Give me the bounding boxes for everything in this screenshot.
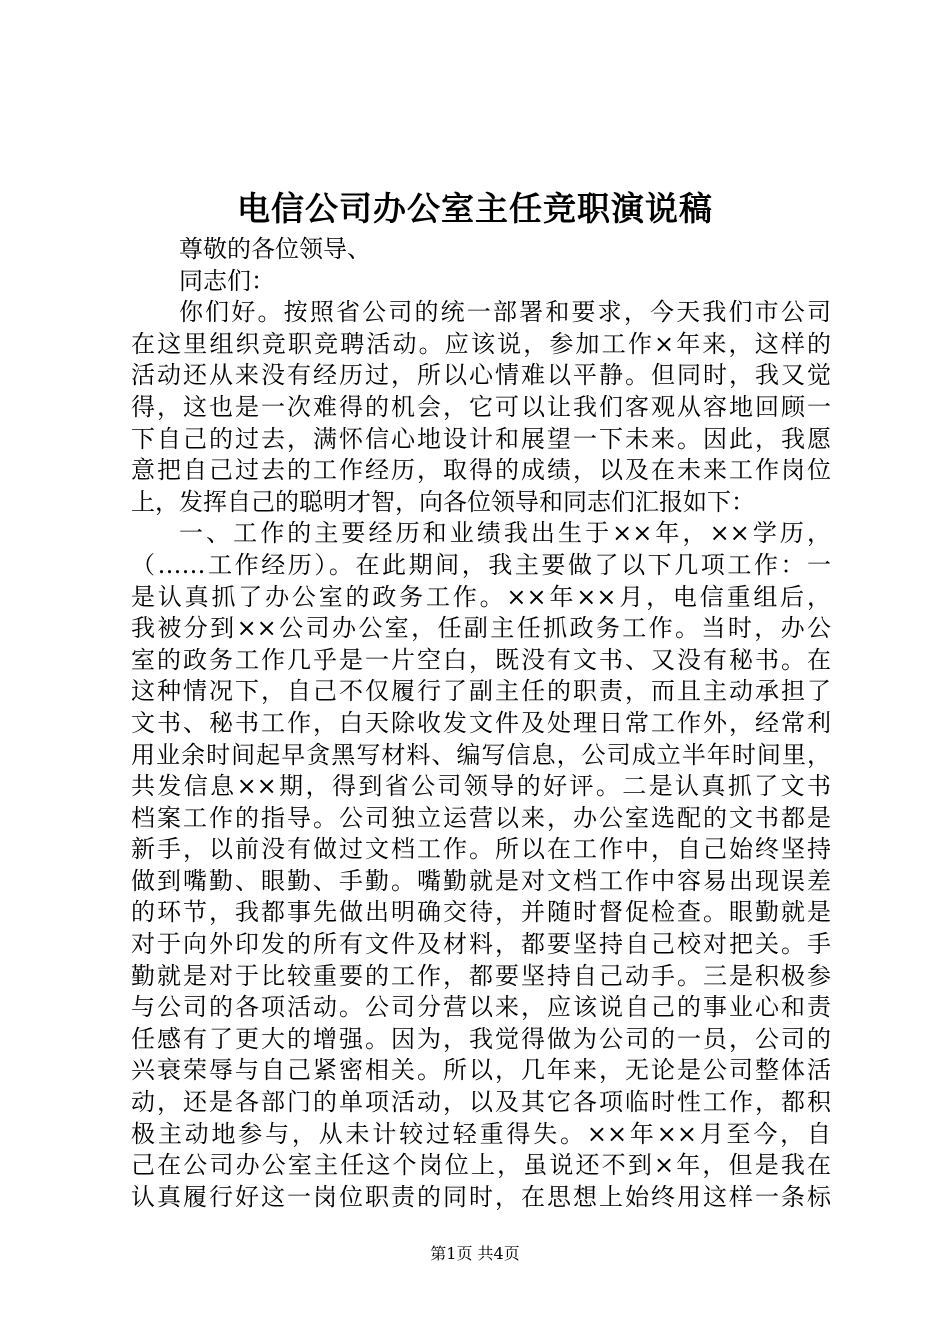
paragraph-line: 新手，以前没有做过文档工作。所以在工作中，自己始终坚持 (131, 835, 831, 864)
paragraph-line: 做到嘴勤、眼勤、手勤。嘴勤就是对文档工作中容易出现误差 (131, 866, 831, 895)
paragraph-line: 你们好。按照省公司的统一部署和要求，今天我们市公司 (179, 298, 831, 327)
paragraph-line: 文书、秘书工作，白天除收发文件及处理日常工作外，经常利 (131, 708, 831, 737)
paragraph-line: 室的政务工作几乎是一片空白，既没有文书、又没有秘书。在 (131, 645, 831, 674)
paragraph-line: 上，发挥自己的聪明才智，向各位领导和同志们汇报如下： (131, 487, 755, 516)
document-title: 电信公司办公室主任竞职演说稿 (237, 189, 713, 228)
paragraph-line: 是认真抓了办公室的政务工作。××年××月，电信重组后， (131, 582, 831, 611)
paragraph-line: 与公司的各项活动。公司分营以来，应该说自己的事业心和责 (131, 993, 831, 1022)
paragraph-line: 得，这也是一次难得的机会，它可以让我们客观从容地回顾一 (131, 392, 831, 421)
paragraph-line: 在这里组织竞职竞聘活动。应该说，参加工作×年来，这样的 (131, 329, 831, 358)
paragraph-line: 认真履行好这一岗位职责的同时，在思想上始终用这样一条标 (131, 1182, 831, 1211)
paragraph-line: 活动还从来没有经历过，所以心情难以平静。但同时，我又觉 (131, 361, 831, 390)
paragraph-line: 意把自己过去的工作经历，取得的成绩，以及在未来工作岗位 (131, 456, 831, 485)
salutation-line: 尊敬的各位领导、 (179, 235, 371, 263)
paragraph-line: 档案工作的指导。公司独立运营以来，办公室选配的文书都是 (131, 803, 831, 832)
document-body (131, 234, 831, 1213)
paragraph-line: 动，还是各部门的单项活动，以及其它各项临时性工作，都积 (131, 1088, 831, 1117)
salutation-line: 同志们： (179, 266, 275, 295)
paragraph-line: 的环节，我都事先做出明确交待，并随时督促检查。眼勤就是 (131, 898, 831, 927)
paragraph-line: 我被分到××公司办公室，任副主任抓政务工作。当时，办公 (131, 614, 831, 643)
paragraph-line: 对于向外印发的所有文件及材料，都要坚持自己校对把关。手 (131, 930, 831, 959)
paragraph-line: （……工作经历）。在此期间，我主要做了以下几项工作：一 (131, 550, 831, 579)
paragraph-line: 任感有了更大的增强。因为，我觉得做为公司的一员，公司的 (131, 1024, 831, 1053)
paragraph-line: 勤就是对于比较重要的工作，都要坚持自己动手。三是积极参 (131, 961, 831, 990)
page-footer: 第1页 共4页 (430, 1244, 520, 1263)
paragraph-line: 下自己的过去，满怀信心地设计和展望一下未来。因此，我愿 (131, 424, 831, 453)
paragraph-line: 一、工作的主要经历和业绩我出生于××年，××学历， (179, 519, 831, 548)
paragraph-line: 兴衰荣辱与自己紧密相关。所以，几年来，无论是公司整体活 (131, 1056, 831, 1085)
paragraph-line: 己在公司办公室主任这个岗位上，虽说还不到×年，但是我在 (131, 1151, 831, 1180)
paragraph-line: 用业余时间起早贪黑写材料、编写信息，公司成立半年时间里， (131, 740, 831, 769)
paragraph-line: 极主动地参与，从未计较过轻重得失。××年××月至今，自 (131, 1119, 831, 1148)
paragraph-line: 这种情况下，自己不仅履行了副主任的职责，而且主动承担了 (131, 677, 831, 706)
paragraph-line: 共发信息××期，得到省公司领导的好评。二是认真抓了文书 (131, 772, 831, 801)
